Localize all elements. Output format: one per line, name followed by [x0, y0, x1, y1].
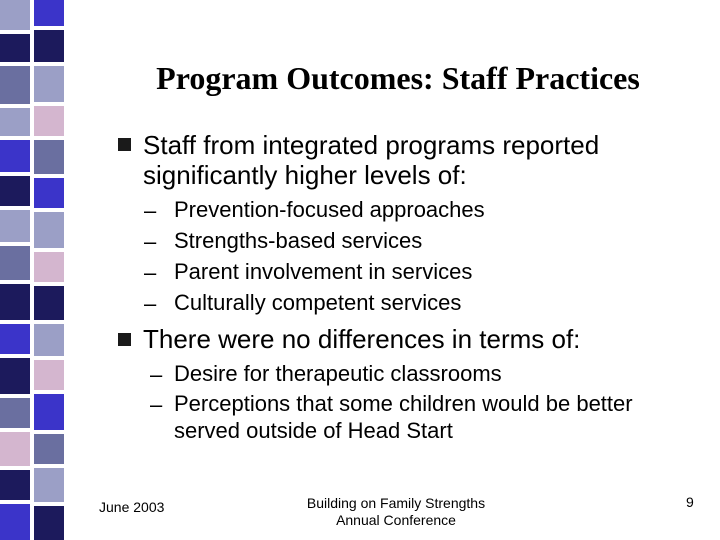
- strip-block: [34, 0, 64, 26]
- square-bullet-icon: [118, 333, 131, 346]
- square-bullet-icon: [118, 138, 131, 151]
- bullet-2-line: There were no differences in terms of:: [143, 324, 581, 354]
- strip-block: [34, 434, 64, 464]
- strip-block: [0, 504, 30, 540]
- sub-item: Strengths-based services: [174, 228, 423, 253]
- strip-block: [34, 468, 64, 502]
- strip-block: [0, 432, 30, 466]
- sub-item: Desire for therapeutic classrooms: [174, 361, 502, 386]
- strip-block: [34, 286, 64, 320]
- strip-block: [34, 140, 64, 174]
- strip-block: [0, 246, 30, 280]
- strip-block: [0, 358, 30, 394]
- strip-block: [34, 324, 64, 356]
- dash-bullet: –: [144, 229, 157, 254]
- strip-block: [34, 360, 64, 390]
- dash-bullet: –: [150, 392, 163, 417]
- strip-block: [34, 178, 64, 208]
- strip-block: [34, 212, 64, 248]
- sub-item: Culturally competent services: [174, 290, 462, 315]
- dash-bullet: –: [144, 198, 157, 223]
- strip-block: [0, 324, 30, 354]
- footer-event: [296, 495, 496, 529]
- strip-block: [0, 176, 30, 206]
- strip-block: [34, 394, 64, 430]
- page-number: 9: [686, 494, 694, 510]
- dash-bullet: –: [150, 362, 163, 387]
- sub-item: Perceptions that some children would be better: [174, 391, 633, 416]
- sub-item-continuation: served outside of Head Start: [174, 418, 453, 443]
- strip-block: [0, 140, 30, 172]
- dash-bullet: –: [144, 291, 157, 316]
- strip-block: [0, 210, 30, 242]
- sub-item: Prevention-focused approaches: [174, 197, 485, 222]
- bullet-1-line-2: significantly higher levels of:: [143, 160, 467, 190]
- strip-block: [34, 506, 64, 540]
- strip-block: [0, 108, 30, 136]
- strip-block: [0, 470, 30, 500]
- footer-event-line-2: Annual Conference: [336, 512, 456, 528]
- strip-block: [34, 252, 64, 282]
- footer-date: June 2003: [99, 499, 165, 515]
- bullet-1-line-1: Staff from integrated programs reported: [143, 130, 600, 160]
- sub-item: Parent involvement in services: [174, 259, 473, 284]
- slide-title: Program Outcomes: Staff Practices: [156, 60, 640, 96]
- strip-block: [0, 0, 30, 30]
- strip-block: [0, 34, 30, 62]
- strip-block: [34, 106, 64, 136]
- strip-block: [0, 398, 30, 428]
- footer-event-line-1: Building on Family Strengths: [306, 495, 486, 511]
- dash-bullet: –: [144, 260, 157, 285]
- strip-block: [34, 30, 64, 62]
- strip-block: [0, 284, 30, 320]
